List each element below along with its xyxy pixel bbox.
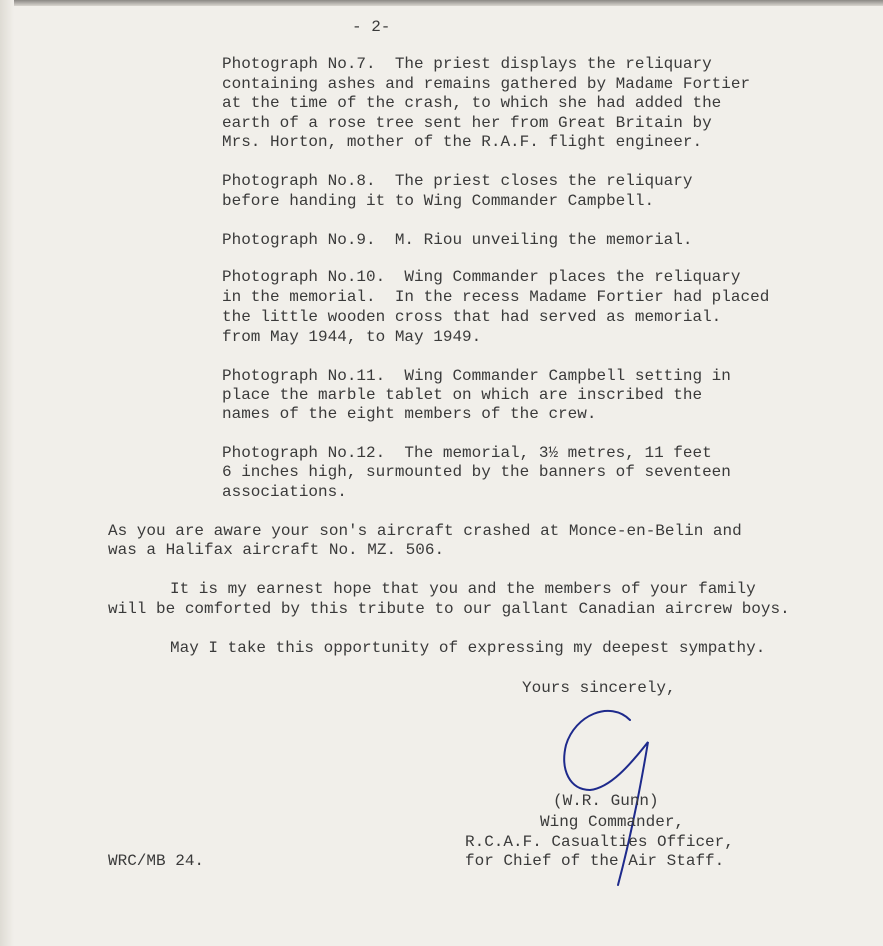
closing: Yours sincerely,	[522, 679, 676, 697]
signer-role: R.C.A.F. Casualties Officer,	[465, 833, 734, 851]
text-line: 6 inches high, surmounted by the banners of seventeen	[222, 463, 731, 481]
text-line: associations.	[222, 483, 347, 501]
text-line: Mrs. Horton, mother of the R.A.F. flight engineer.	[222, 133, 703, 151]
text-line: containing ashes and remains gathered by Madame Fortier	[222, 75, 751, 93]
signer-for: for Chief of the Air Staff.	[465, 852, 725, 870]
sympathy-line: May I take this opportunity of expressing my deepest sympathy.	[170, 639, 766, 657]
text-line: place the marble tablet on which are inscribed the	[222, 386, 703, 404]
text-line: from May 1944, to May 1949.	[222, 328, 482, 346]
signer-name: (W.R. Gunn)	[553, 792, 659, 810]
text-line: Photograph No.7. The priest displays the reliquary	[222, 55, 712, 73]
text-line: Photograph No.8. The priest closes the reliquary	[222, 172, 693, 190]
text-line: Photograph No.10. Wing Commander places the reliquary	[222, 268, 741, 286]
text-line: at the time of the crash, to which she had added the	[222, 94, 722, 112]
text-line: names of the eight members of the crew.	[222, 405, 597, 423]
text-line: will be comforted by this tribute to our gallant Canadian aircrew boys.	[108, 600, 790, 618]
text-line: It is my earnest hope that you and the members of your family	[170, 580, 756, 598]
text-line: the little wooden cross that had served as memorial.	[222, 308, 722, 326]
text-line: in the memorial. In the recess Madame Fortier had placed	[222, 288, 770, 306]
text-line: Photograph No.11. Wing Commander Campbell setting in	[222, 367, 731, 385]
text-line: before handing it to Wing Commander Campbell.	[222, 192, 655, 210]
reference-code: WRC/MB 24.	[108, 852, 205, 870]
text-line: was a Halifax aircraft No. MZ. 506.	[108, 541, 445, 559]
text-line: Photograph No.12. The memorial, 3½ metres, 11 feet	[222, 444, 712, 462]
page-number: - 2-	[352, 18, 391, 36]
text-line: earth of a rose tree sent her from Great Britain by	[222, 114, 712, 132]
text-line: As you are aware your son's aircraft crashed at Monce-en-Belin and	[108, 522, 742, 540]
signer-rank: Wing Commander,	[540, 813, 685, 831]
text-line: Photograph No.9. M. Riou unveiling the memorial.	[222, 231, 693, 249]
